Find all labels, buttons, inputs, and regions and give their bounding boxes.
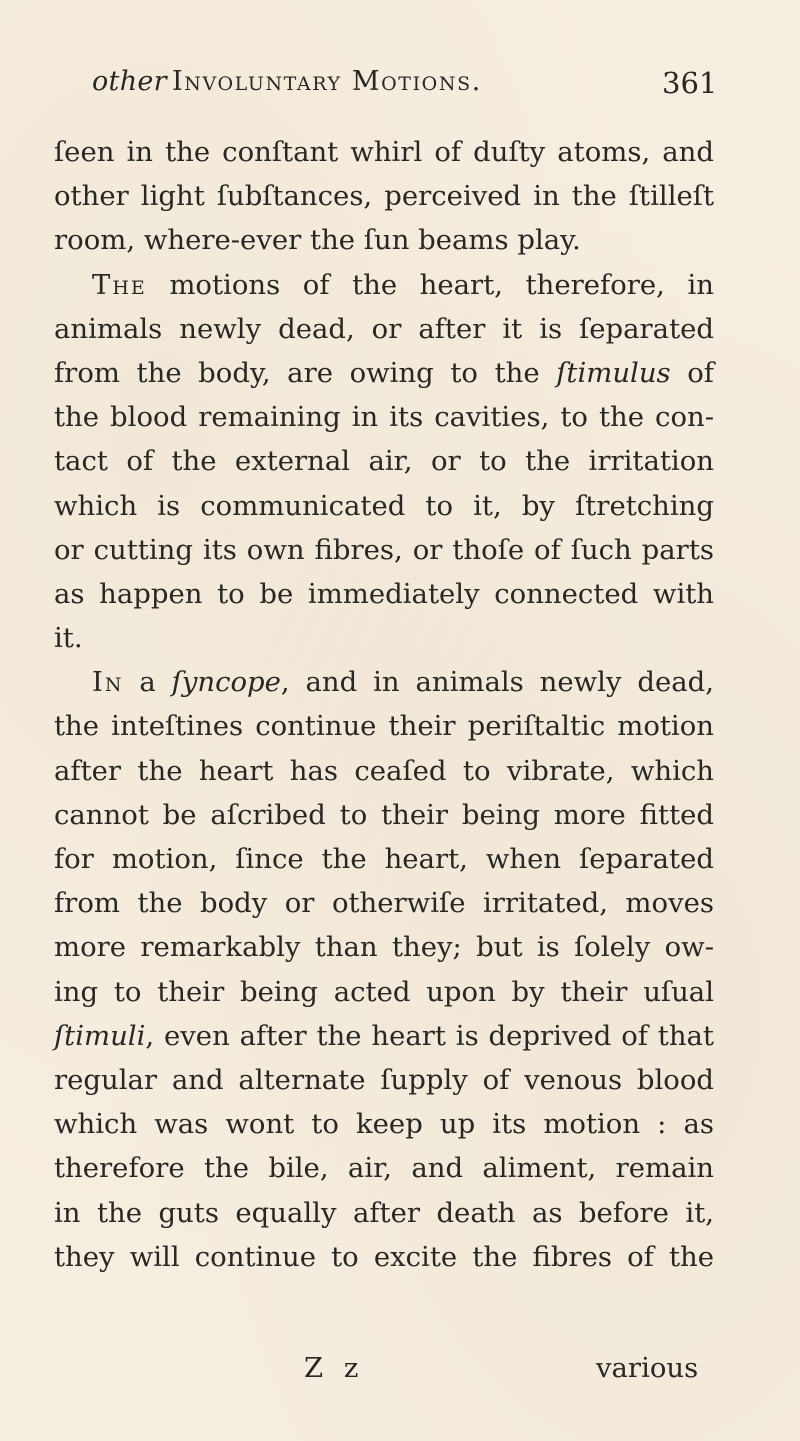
text-line: which is communicated to it, by ſtretching	[54, 489, 714, 522]
italic-term: ſyncope	[171, 666, 281, 699]
paragraph-lead-word: The	[92, 268, 147, 301]
paragraph-lead-word: In	[92, 666, 124, 699]
text-line: animals newly dead, or after it is ſeparated	[54, 312, 714, 345]
text-line: the inteſtines continue their periſtaltic motion	[54, 710, 714, 743]
running-head-italic-word: other	[92, 66, 167, 97]
text-line: the blood remaining in its cavities, to the con-	[54, 401, 714, 434]
text-line: cannot be aſcribed to their being more fitted	[54, 798, 714, 831]
text-line: which was wont to keep up its motion : as	[54, 1108, 714, 1141]
text-line: therefore the bile, air, and aliment, remain	[54, 1152, 714, 1185]
italic-term: ſtimulus	[556, 356, 671, 389]
text-line: in the guts equally after death as before it,	[54, 1196, 714, 1229]
text-line: they will continue to excite the fibres of the	[54, 1240, 714, 1273]
text-line: ſtimuli, even after the heart is deprived of that	[54, 1019, 714, 1052]
text-line: tact of the external air, or to the irritation	[54, 445, 714, 478]
page-footer	[0, 1352, 800, 1396]
catchword: various	[596, 1352, 699, 1384]
text-line: as happen to be immediately connected with	[54, 577, 714, 610]
text-line: from the body or otherwiſe irritated, moves	[54, 887, 714, 920]
text-line: from the body, are owing to the ſtimulus of	[54, 356, 714, 389]
text-line: ſeen in the conſtant whirl of duſty atoms, and	[54, 136, 714, 168]
text-line: for motion, ſince the heart, when ſeparated	[54, 843, 714, 875]
paragraph-first-line: The motions of the heart, therefore, in	[92, 268, 714, 301]
text-line: after the heart has ceaſed to vibrate, which	[54, 754, 714, 787]
text-line: or cutting its own fibres, or thoſe of ſuch parts	[54, 533, 714, 566]
text-line: other light ſubſtances, perceived in the ſtilleſt	[54, 180, 714, 213]
running-head-title: Involuntary Motions.	[172, 66, 482, 97]
running-head	[0, 62, 800, 106]
text-line: it.	[54, 622, 83, 655]
paragraph-first-line: In a ſyncope, and in animals newly dead,	[92, 666, 715, 699]
page-number: 361	[662, 66, 718, 100]
signature-mark: Z z	[304, 1352, 365, 1384]
text-line: regular and alternate ſupply of venous blood	[54, 1063, 714, 1096]
text-line: more remarkably than they; but is ſolely ow-	[54, 931, 714, 964]
body-text	[54, 130, 714, 1279]
text-line: room, where-ever the ſun beams play.	[54, 224, 581, 257]
text-line: ing to their being acted upon by their uſual	[54, 975, 714, 1008]
italic-term: ſtimuli	[54, 1019, 146, 1052]
